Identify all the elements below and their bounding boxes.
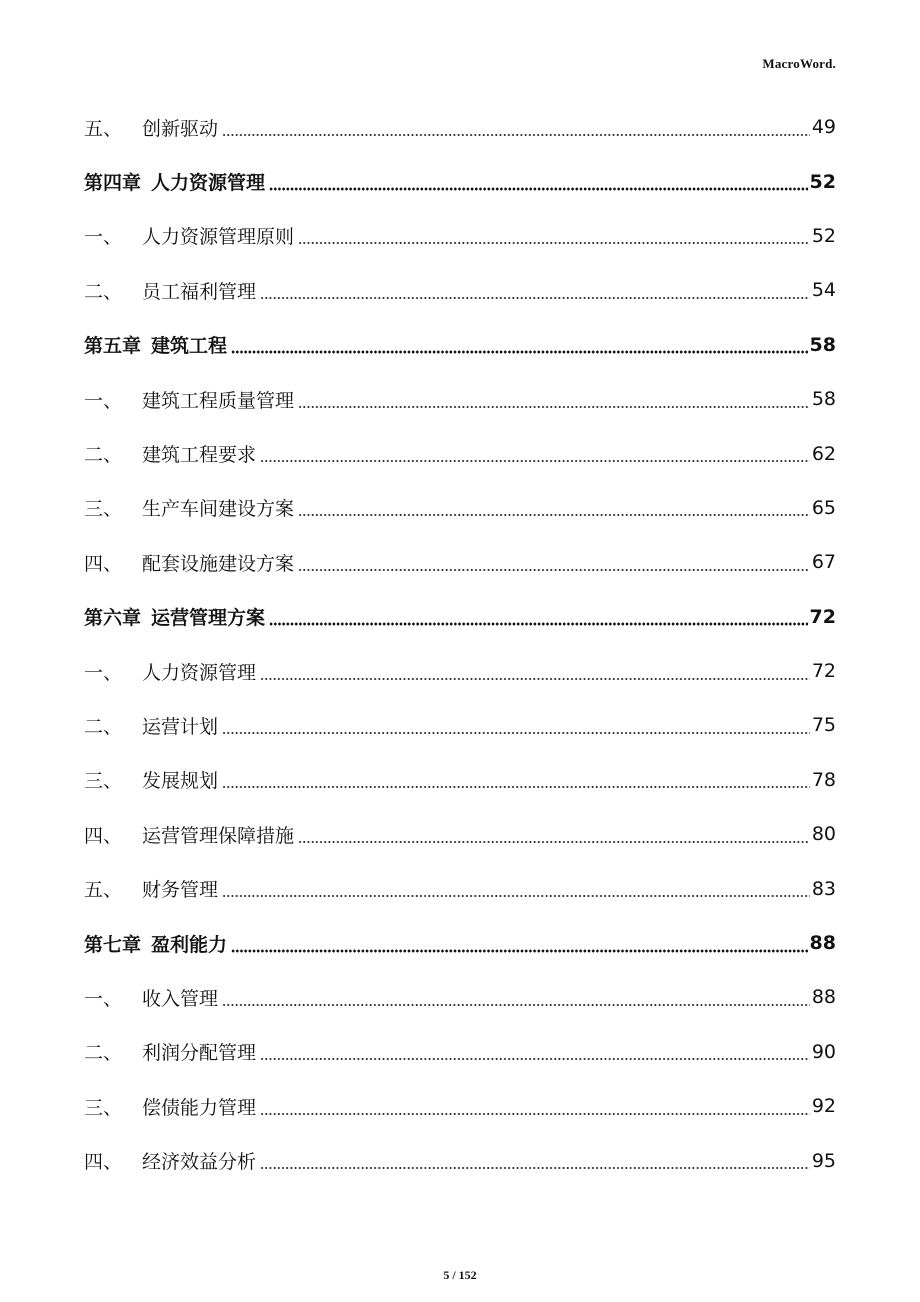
toc-section-entry[interactable]	[84, 698, 836, 752]
toc-chapter-entry[interactable]	[84, 590, 836, 644]
toc-entry-page: 78	[811, 768, 836, 791]
toc-dot-leader	[231, 934, 808, 953]
toc-entry-title: 人力资源管理	[151, 172, 266, 195]
toc-entry-number: 第七章	[84, 933, 142, 956]
toc-dot-leader	[269, 607, 808, 626]
toc-section-entry[interactable]	[84, 970, 836, 1024]
toc-section-entry[interactable]	[84, 100, 836, 154]
toc-entry-number: 二、	[84, 280, 123, 303]
toc-entry-title: 财务管理	[142, 879, 219, 902]
toc-entry-title: 建筑工程质量管理	[142, 389, 295, 412]
toc-section-entry[interactable]	[84, 861, 836, 915]
toc-entry-page: 54	[811, 279, 836, 302]
toc-section-entry[interactable]	[84, 481, 836, 535]
toc-entry-number: 四、	[84, 824, 123, 847]
toc-dot-leader	[260, 281, 810, 300]
toc-section-entry[interactable]	[84, 807, 836, 861]
toc-section-entry[interactable]	[84, 1079, 836, 1133]
toc-entry-number: 第五章	[84, 335, 142, 358]
toc-entry-page: 62	[811, 442, 836, 465]
toc-entry-title: 建筑工程要求	[142, 444, 257, 467]
toc-entry-number: 四、	[84, 552, 123, 575]
toc-entry-page: 88	[811, 986, 836, 1009]
toc-dot-leader	[298, 553, 810, 572]
toc-dot-leader	[298, 498, 810, 517]
toc-entry-page: 52	[811, 224, 836, 247]
toc-entry-number: 一、	[84, 987, 123, 1010]
toc-dot-leader	[269, 172, 808, 191]
toc-entry-title: 配套设施建设方案	[142, 552, 295, 575]
toc-section-entry[interactable]	[84, 1133, 836, 1187]
toc-section-entry[interactable]	[84, 209, 836, 263]
toc-entry-page: 52	[809, 170, 836, 193]
toc-entry-page: 75	[811, 714, 836, 737]
toc-entry-title: 生产车间建设方案	[142, 498, 295, 521]
toc-dot-leader	[260, 1042, 810, 1061]
toc-section-entry[interactable]	[84, 426, 836, 480]
toc-entry-page: 92	[811, 1095, 836, 1118]
toc-entry-page: 72	[811, 660, 836, 683]
toc-entry-number: 五、	[84, 879, 123, 902]
toc-entry-page: 67	[811, 551, 836, 574]
toc-dot-leader	[298, 825, 810, 844]
toc-section-entry[interactable]	[84, 1025, 836, 1079]
toc-entry-title: 人力资源管理原则	[142, 226, 295, 249]
toc-entry-title: 经济效益分析	[142, 1151, 257, 1174]
toc-entry-title: 员工福利管理	[142, 280, 257, 303]
toc-dot-leader	[222, 770, 810, 789]
toc-entry-page: 72	[809, 605, 836, 628]
toc-entry-number: 第六章	[84, 607, 142, 630]
toc-chapter-entry[interactable]	[84, 318, 836, 372]
toc-dot-leader	[231, 335, 808, 354]
toc-entry-number: 二、	[84, 1042, 123, 1065]
toc-entry-number: 五、	[84, 117, 123, 140]
toc-entry-number: 一、	[84, 389, 123, 412]
toc-dot-leader	[298, 226, 810, 245]
toc-dot-leader	[260, 1097, 810, 1116]
toc-dot-leader	[260, 662, 810, 681]
toc-entry-number: 二、	[84, 444, 123, 467]
toc-section-entry[interactable]	[84, 753, 836, 807]
toc-entry-title: 盈利能力	[151, 933, 228, 956]
toc-entry-page: 65	[811, 496, 836, 519]
toc-dot-leader	[222, 716, 810, 735]
toc-entry-title: 建筑工程	[151, 335, 228, 358]
toc-entry-page: 95	[811, 1149, 836, 1172]
toc-section-entry[interactable]	[84, 263, 836, 317]
toc-entry-page: 90	[811, 1040, 836, 1063]
toc-section-entry[interactable]	[84, 644, 836, 698]
toc-entry-number: 三、	[84, 498, 123, 521]
toc-entry-title: 人力资源管理	[142, 661, 257, 684]
toc-dot-leader	[260, 444, 810, 463]
toc-entry-number: 四、	[84, 1151, 123, 1174]
toc-entry-number: 三、	[84, 770, 123, 793]
toc-entry-title: 运营管理保障措施	[142, 824, 295, 847]
toc-entry-title: 运营计划	[142, 715, 219, 738]
toc-entry-page: 80	[811, 823, 836, 846]
toc-entry-number: 一、	[84, 661, 123, 684]
toc-dot-leader	[298, 390, 810, 409]
toc-entry-page: 88	[809, 932, 836, 955]
toc-entry-page: 58	[811, 388, 836, 411]
toc-entry-title: 偿债能力管理	[142, 1096, 257, 1119]
toc-entry-number: 三、	[84, 1096, 123, 1119]
toc-chapter-entry[interactable]	[84, 154, 836, 208]
document-header: MacroWord.	[762, 56, 836, 71]
toc-section-entry[interactable]	[84, 372, 836, 426]
toc-section-entry[interactable]	[84, 535, 836, 589]
toc-entry-number: 第四章	[84, 172, 142, 195]
toc-chapter-entry[interactable]	[84, 916, 836, 970]
table-of-contents	[84, 100, 836, 1188]
page-number: 5 / 152	[443, 1268, 477, 1282]
toc-entry-title: 收入管理	[142, 987, 219, 1010]
toc-entry-page: 58	[809, 333, 836, 356]
toc-entry-page: 83	[811, 877, 836, 900]
toc-dot-leader	[222, 879, 810, 898]
toc-entry-title: 运营管理方案	[151, 607, 266, 630]
toc-entry-number: 二、	[84, 715, 123, 738]
toc-entry-number: 一、	[84, 226, 123, 249]
toc-entry-title: 利润分配管理	[142, 1042, 257, 1065]
toc-entry-title: 创新驱动	[142, 117, 219, 140]
toc-dot-leader	[260, 1151, 810, 1170]
toc-entry-page: 49	[811, 116, 836, 139]
toc-entry-title: 发展规划	[142, 770, 219, 793]
toc-dot-leader	[222, 988, 810, 1007]
toc-dot-leader	[222, 118, 810, 137]
